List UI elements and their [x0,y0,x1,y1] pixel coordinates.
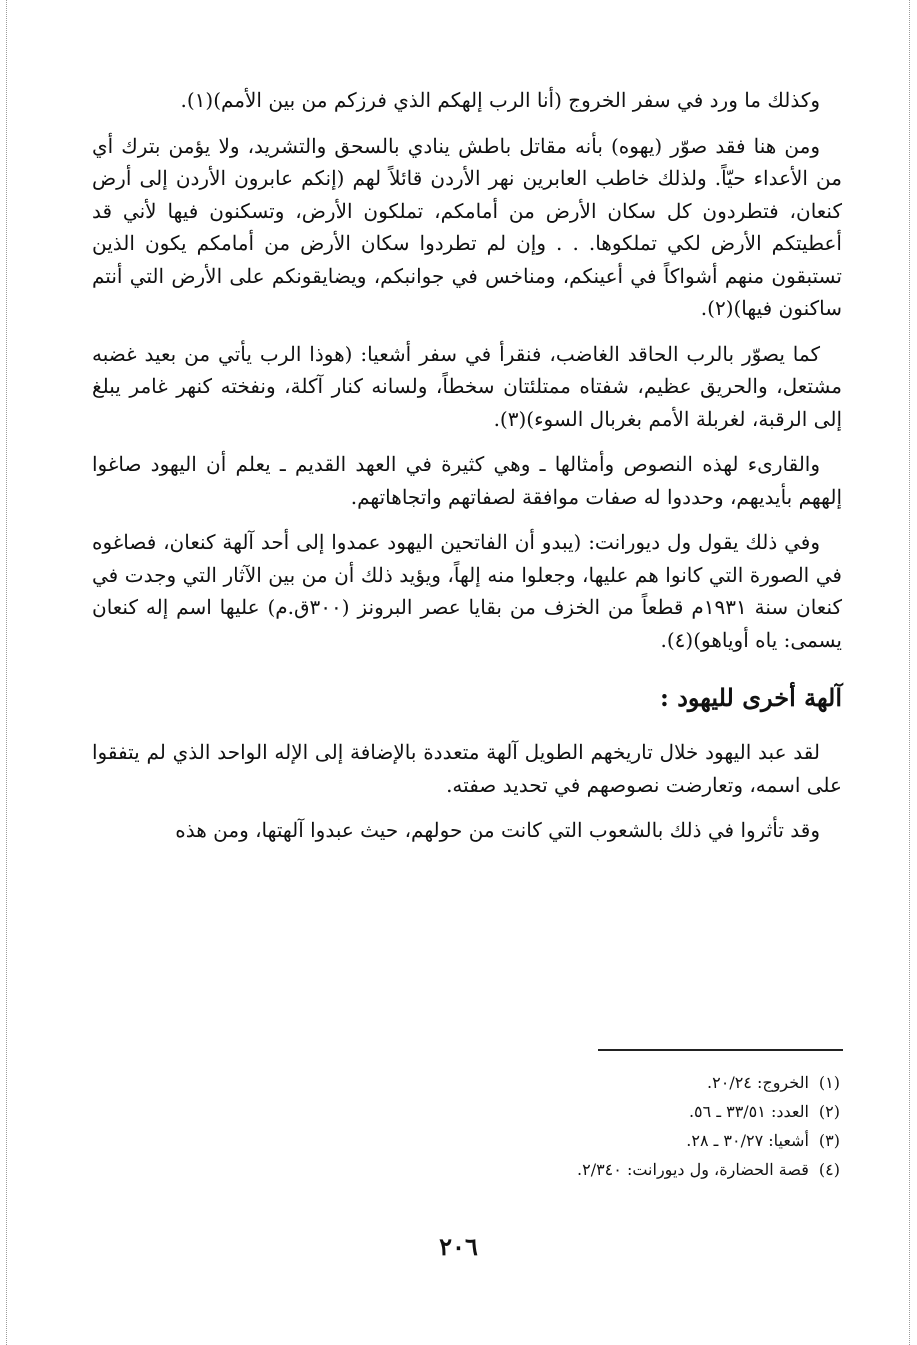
footnote-number: (٣) [818,1131,840,1150]
paragraph-other-gods: لقد عبد اليهود خلال تاريخهم الطويل آلهة متعددة بالإضافة إلى الإله الواحد الذي لم يتفقوا على اسمه، وتعارضت نصوصهم في تحديد صفته. [92,740,842,797]
page-edge-right [909,0,910,1345]
page-edge-left [6,0,7,1345]
section-heading: آلهة أخرى لليهود : [659,683,842,712]
paragraph-isaiah-quote: كما يصوّر بالرب الحاقد الغاضب، فنقرأ في سفر أشعيا: (هوذا الرب يأتي من بعيد غضبه مشتعل، والحريق عظيم، شفتاه ممتلئتان سخطاً، ولسانه كنار آكلة، ونفخته كنهر غامر يبلغ إلى الرقبة، لغربلة الأمم بغربال السوء)(٣). [92,341,842,431]
footnote-number: (٢) [818,1102,840,1121]
footnote-text: العدد: ٣٣/٥١ ـ ٥٦. [688,1102,809,1121]
paragraph-yahweh-warrior: ومن هنا فقد صوّر (يهوه) بأنه مقاتل باطش ينادي بالسحق والتشريد، ولا يؤمن بترك أي من الأعداء حيّاً. ولذلك خاطب العابرين نهر الأردن قائلاً لهم (إنكم عابرون الأردن إلى أرض كنعان، فتطردون كل سكان الأرض من أمامكم، تملكون الأرض، وتسكنون فيها لأني قد أعطيتكم الأرض لكي تملكوها. . . وإن لم تطردوا سكان الأرض من أمامكم يكون الذين تستبقون منهم أشواكاً في أعينكم، ومناخس في جوانبكم، ويضايقونكم على الأرض التي أنتم ساكنون فيها)(٢). [92,133,842,320]
footnote-item [300,1155,840,1184]
footnote-number: (٤) [818,1160,840,1179]
footnote-text: قصة الحضارة، ول ديورانت: ٢/٣٤٠. [577,1160,809,1179]
page-number: ٢٠٦ [439,1232,478,1261]
footnote-text: أشعيا: ٣٠/٢٧ ـ ٢٨. [686,1131,809,1150]
footnote-separator [598,1049,843,1051]
footnote-text: الخروج: ٢٠/٢٤. [707,1073,809,1092]
footnotes [300,1068,840,1184]
paragraph-influence: وقد تأثروا في ذلك بالشعوب التي كانت من حولهم، حيث عبدوا آلهتها، ومن هذه [175,818,820,842]
footnote-item [300,1097,840,1126]
footnote-item [300,1068,840,1097]
footnote-item [300,1126,840,1155]
paragraph-reader-note: والقارىء لهذه النصوص وأمثالها ـ وهي كثيرة في العهد القديم ـ يعلم أن اليهود صاغوا إلههم بأيديهم، وحددوا له صفات موافقة لصفاتهم واتجاهاتهم. [92,452,842,509]
footnote-number: (١) [818,1073,840,1092]
paragraph-exodus-quote: وكذلك ما ورد في سفر الخروج (أنا الرب إلهكم الذي فرزكم من بين الأمم)(١). [180,88,820,112]
paragraph-durant-quote: وفي ذلك يقول ول ديورانت: (يبدو أن الفاتحين اليهود عمدوا إلى أحد آلهة كنعان، فصاغوه في الصورة التي كانوا هم عليها، وجعلوا منه إلهاً، ويؤيد ذلك أن من بين الآثار التي وجدت في كنعان سنة ١٩٣١م قطعاً من الخزف من بقايا عصر البرونز (٣٠٠ق.م) عليها اسم إله كنعان يسمى: ياه أوياهو)(٤). [92,530,843,652]
main-text [92,84,842,860]
